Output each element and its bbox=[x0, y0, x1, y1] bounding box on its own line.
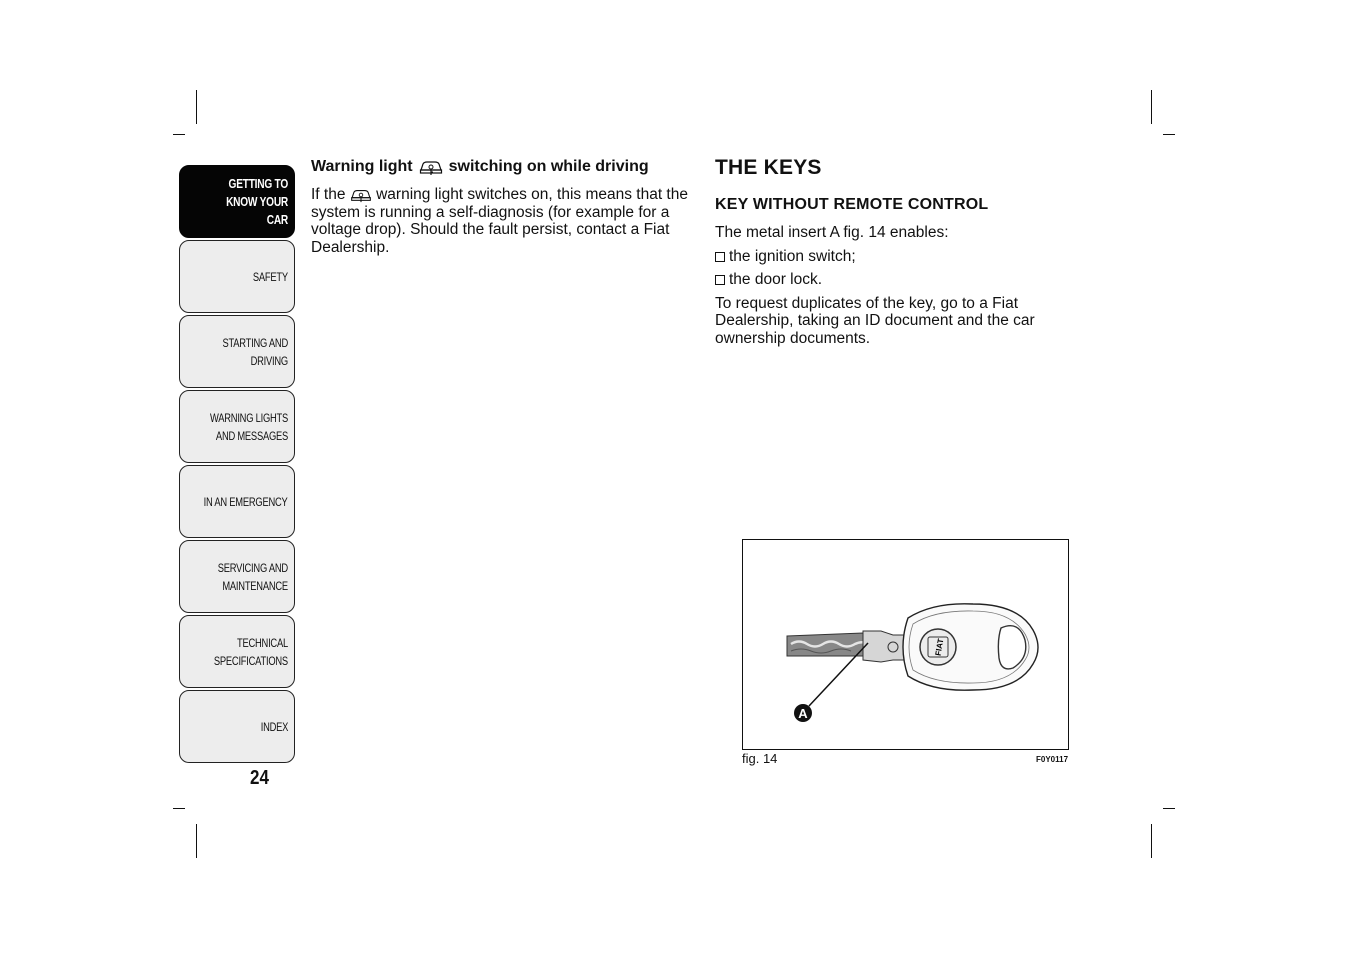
tab-safety[interactable] bbox=[179, 240, 295, 313]
crop-mark bbox=[1163, 134, 1175, 135]
warning-paragraph bbox=[311, 186, 699, 256]
crop-mark bbox=[196, 90, 197, 124]
subheading-text-after: switching on while driving bbox=[448, 158, 649, 175]
list-item bbox=[715, 248, 1075, 266]
paragraph-text-before: If the bbox=[311, 186, 346, 203]
crop-mark bbox=[196, 824, 197, 858]
crop-mark bbox=[173, 808, 185, 809]
tab-label: WARNING LIGHTS AND MESSAGES bbox=[209, 410, 288, 443]
key-illustration bbox=[743, 540, 1068, 749]
section-subtitle: KEY WITHOUT REMOTE CONTROL bbox=[715, 196, 989, 213]
keys-section bbox=[715, 156, 1075, 353]
intro-text: The metal insert A fig. 14 enables: bbox=[715, 224, 949, 241]
immobilizer-warning-icon bbox=[419, 158, 443, 176]
list-item bbox=[715, 271, 1075, 289]
immobilizer-warning-icon bbox=[350, 187, 372, 203]
tab-label: SERVICING AND MAINTENANCE bbox=[217, 560, 288, 593]
crop-mark bbox=[1151, 824, 1152, 858]
tab-index[interactable] bbox=[179, 690, 295, 763]
list-item-text: the door lock. bbox=[729, 271, 823, 288]
tab-technical-specifications[interactable] bbox=[179, 615, 295, 688]
tab-label: STARTING AND DRIVING bbox=[222, 335, 288, 368]
tab-servicing-and-maintenance[interactable] bbox=[179, 540, 295, 613]
subheading-text-before: Warning light bbox=[311, 158, 413, 175]
tab-starting-and-driving[interactable] bbox=[179, 315, 295, 388]
checkbox-bullet-icon bbox=[715, 252, 725, 262]
tab-label: SAFETY bbox=[252, 269, 288, 284]
tab-in-an-emergency[interactable] bbox=[179, 465, 295, 538]
list-item-text: the ignition switch; bbox=[729, 247, 856, 265]
figure-caption: fig. 14 bbox=[742, 751, 778, 766]
tab-label: IN AN EMERGENCY bbox=[204, 494, 288, 509]
tab-getting-to-know-your-car[interactable] bbox=[179, 165, 295, 238]
page-number: 24 bbox=[250, 767, 269, 789]
key-figure bbox=[742, 539, 1069, 750]
page-title: THE KEYS bbox=[715, 156, 822, 179]
tab-label: GETTING TO KNOW YOUR CAR bbox=[226, 175, 288, 227]
callout-label: A bbox=[798, 706, 808, 721]
figure-code: F0Y0117 bbox=[1036, 755, 1069, 764]
tab-label: INDEX bbox=[260, 719, 288, 734]
logo-text: FIAT bbox=[933, 638, 946, 657]
warning-light-section bbox=[311, 158, 699, 256]
crop-mark bbox=[173, 134, 185, 135]
checkbox-bullet-icon bbox=[715, 275, 725, 285]
crop-mark bbox=[1151, 90, 1152, 124]
paragraph-text-after: warning light switches on, this means that the system is running a self-diagnosis (for example for a voltage drop). Should the fault persist, contact a Fiat Dealership. bbox=[311, 186, 688, 256]
section-subheading bbox=[311, 158, 699, 176]
tab-label: TECHNICAL SPECIFICATIONS bbox=[213, 635, 288, 668]
crop-mark bbox=[1163, 808, 1175, 809]
tab-warning-lights[interactable] bbox=[179, 390, 295, 463]
duplicate-key-text: To request duplicates of the key, go to a Fiat Dealership, taking an ID document and the car ownership documents. bbox=[715, 294, 1035, 347]
